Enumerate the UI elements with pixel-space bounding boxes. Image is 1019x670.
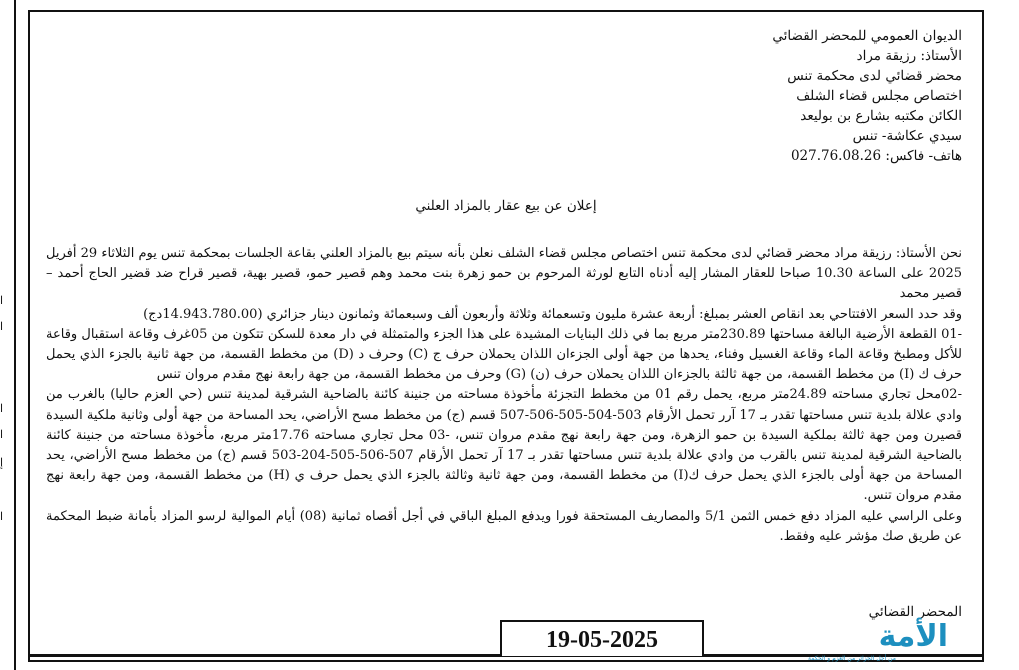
header-line-address: الكائن مكتبه بشارع بن بوليعد — [800, 108, 962, 124]
header-line-office: الديوان العمومي للمحضر القضائي — [772, 28, 962, 44]
body-paragraph-price: وقد حدد السعر الافتتاحي بعد انقاص العشر بمبلغ: أربعة عشرة مليون وتسعمائة وثلاثة وأربعون ألف وسبعمائة وثمانون دينار جزائري (14.943.780.00دج) — [143, 306, 962, 322]
publication-date: 19-05-2025 — [500, 620, 704, 656]
logo-wordmark: الأمة — [878, 619, 948, 654]
adjacent-column-edge — [0, 0, 16, 670]
margin-mark: ا — [0, 402, 4, 415]
header-line-city: سيدي عكاشة- تنس — [852, 128, 962, 144]
header-line-bailiff: الأستاذ: رزيقة مراد — [856, 48, 962, 64]
body-paragraph-intro: نحن الأستاذ: رزيقة مراد محضر قضائي لدى محكمة تنس اختصاص مجلس قضاء الشلف نعلن بأنه سيتم بيع بالمزاد العلني بقاعة الجلسات بمحكمة تنس يوم الثلاثاء 29 أفريل 2025 على الساعة 10.30 صباحا للعقار المشار إليه أدناه التابع لورثة المرحوم بن حمو زهرة بنت محمد وهم قصير حمو، قصير بهية، قصير قراح ضد قضير الحاج أحمد – قصير محمد — [46, 246, 962, 302]
margin-mark: ا — [0, 510, 4, 523]
signature: المحضر القضائي — [868, 604, 962, 620]
header-line-court: محضر قضائي لدى محكمة تنس — [787, 68, 962, 84]
announcement-title: إعلان عن بيع عقار بالمزاد العلني — [415, 198, 597, 214]
body-paragraph-lot-1: -01 القطعة الأرضية البالغة مساحتها 230.89متر مربع بما في ذلك البنايات المشيدة على هذا الجزء والمتمثلة في دار معدة للسكن تتكون من 05غرف وقاعة استقبال وقاعة للأكل ومطبخ وقاعة الماء وقاعة الغسيل وفناء، يحدها من جهة أولى الجزءان اللذان يحملان حرف ج (C) وحرف د (D) من مخطط القسمة، من جهة ثانية بالجزء الذي يحمل حرف ك (I) من مخطط القسمة، من جهة ثالثة بالجزءان اللذان يحملان حرف (ن) (G) وحرف من مخطط القسمة، من جهة رابعة نهج مقدم مروان تنس — [46, 326, 963, 383]
announcement-frame — [28, 10, 984, 662]
header-line-phone: هاتف- فاكس: 027.76.08.26 — [790, 148, 962, 164]
announcement-body — [46, 244, 962, 547]
margin-mark: إ — [0, 456, 4, 469]
margin-mark: ا — [0, 294, 4, 307]
header-line-jurisdiction: اختصاص مجلس قضاء الشلف — [796, 88, 962, 104]
margin-mark: ا — [0, 320, 4, 333]
newspaper-logo — [808, 620, 948, 660]
body-paragraph-lot-2-3: -02محل تجاري مساحته 24.89متر مربع، يحمل رقم 01 من مخطط التجزئة مأخوذة مساحته من جنينة كائنة بالضاحية الشرقية لمدينة تنس (حي العزم حاليا) بالغرب من وادي علالة بلدية تنس مساحتها تقدر بـ 17 آرر تحمل الأرقام 503-504-505-506-507 قسم (ج) من مخطط مسح الأراضي، يحد المساحة من جهة أولى وثانية ملكية السيدة قصيرن ومن جهة ثالثة بملكية السيدة بن حمو الزهرة، ومن جهة رابعة نهج مقدم مروان تنس، -03 محل تجاري مساحته 17.76متر مربع، مأخوذة مساحته من جنينة كائنة بالضاحية الشرقية لمدينة تنس بالقرب من وادي علالة بلدية تنس مساحتها تقدر بـ 17 آر تحمل الأرقام 507-506-505-204-503 قسم (ج) من مخطط مسح الأراضي، يحد المساحة من جهة أولى بالجزء الذي يحمل حرف ك(I) من مخطط القسمة، ومن جهة ثانية وثالثة بالجزء الذي يحمل حرف ي (H) من مخطط القسمة، ومن جهة رابعة نهج مقدم مروان تنس. — [46, 387, 962, 504]
margin-mark: ا — [0, 428, 4, 441]
office-header — [542, 26, 962, 166]
logo-tagline: من أجل الجزائر من العزم و الحكمة — [808, 655, 896, 662]
body-paragraph-terms: وعلى الراسي عليه المزاد دفع خمس الثمن 5/1 والمصاريف المستحقة فورا ويدفع المبلغ الباقي في أجل أقصاه ثمانية (08) أيام الموالية لرسو المزاد بأمانة ضبط المحكمة عن طريق صك مؤشر عليه وفقط. — [46, 508, 962, 544]
